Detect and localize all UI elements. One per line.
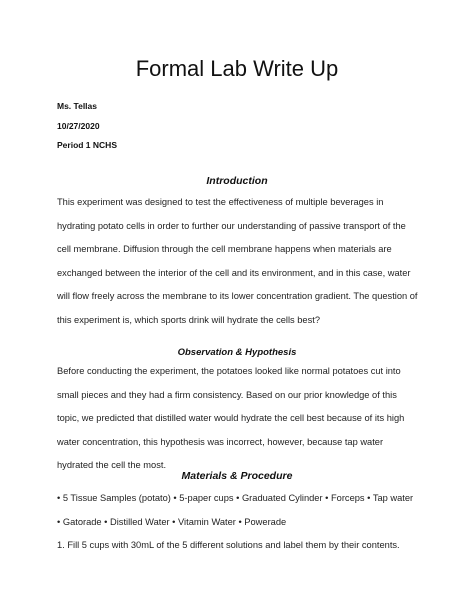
- introduction-line: exchanged between the interior of the cell and its environment, and in this case, water: [57, 267, 411, 278]
- introduction-line: this experiment is, which sports drink will hydrate the cells best?: [57, 314, 321, 325]
- introduction-paragraph: [57, 191, 425, 332]
- observation-heading: Observation & Hypothesis: [177, 347, 297, 358]
- observation-line: topic, we predicted that distilled water would hydrate the cell best because of its high: [57, 413, 405, 423]
- observation-line: hydrated the cell the most.: [57, 460, 167, 470]
- document-title: Formal Lab Write Up: [135, 56, 339, 81]
- materials-paragraph: [57, 487, 425, 558]
- materials-line: • Gatorade • Distilled Water • Vitamin Water • Powerade: [57, 516, 287, 527]
- document-date: 10/27/2020: [57, 121, 100, 131]
- observation-line: small pieces and they had a firm consistency. Based on our prior knowledge of this: [57, 389, 397, 400]
- observation-line: water concentration, this hypothesis was incorrect, however, because tap water: [57, 436, 384, 447]
- class-period: Period 1 NCHS: [57, 140, 117, 150]
- introduction-heading: Introduction: [206, 175, 268, 187]
- materials-heading: Materials & Procedure: [181, 470, 293, 482]
- introduction-line: This experiment was designed to test the effectiveness of multiple beverages in: [57, 197, 384, 207]
- procedure-step: 1. Fill 5 cups with 30mL of the 5 different solutions and label them by their contents.: [57, 540, 400, 550]
- observation-line: Before conducting the experiment, the potatoes looked like normal potatoes cut into: [57, 366, 401, 376]
- observation-paragraph: [57, 360, 425, 478]
- introduction-line: will flow freely across the membrane to its lower concentration gradient. The question of: [57, 291, 418, 301]
- materials-line: • 5 Tissue Samples (potato) • 5-paper cups • Graduated Cylinder • Forceps • Tap water: [57, 493, 414, 503]
- introduction-line: cell membrane. Diffusion through the cell membrane happens when materials are: [57, 244, 392, 254]
- teacher-name: Ms. Tellas: [57, 101, 97, 111]
- introduction-line: hydrating potato cells in order to further our understanding of passive transport of the: [57, 220, 406, 231]
